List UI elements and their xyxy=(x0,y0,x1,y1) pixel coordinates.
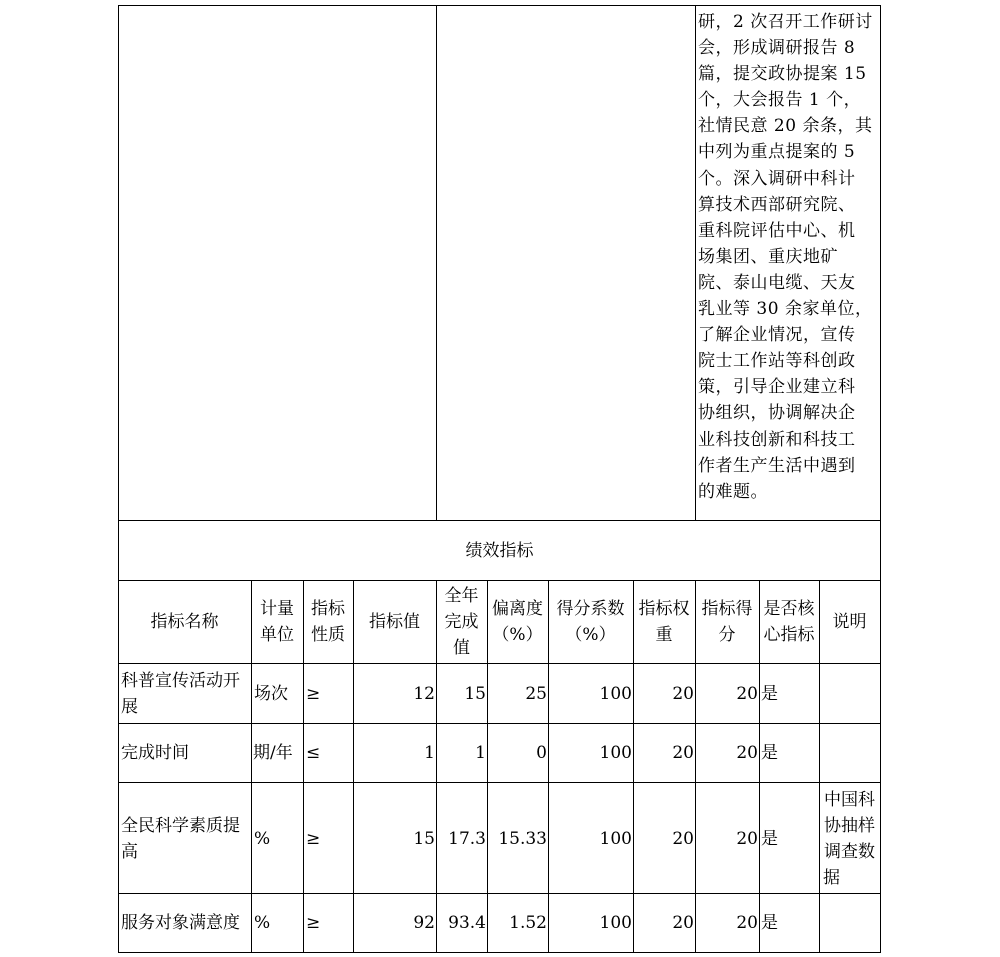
header-divider-bottom xyxy=(118,663,881,664)
row4-unit: % xyxy=(254,913,271,933)
table-border-top xyxy=(118,5,881,6)
row2-score: 20 xyxy=(736,743,758,763)
performance-table xyxy=(118,5,881,953)
row2-nature: ≤ xyxy=(306,743,321,763)
paragraph-line: 策，引导企业建立科 xyxy=(698,377,856,398)
table-border-bottom xyxy=(118,952,881,953)
table-border-right xyxy=(880,5,881,953)
paragraph-line: 社情民意 20 余条，其 xyxy=(698,116,873,137)
header-deviation-line: （%） xyxy=(492,625,543,645)
row4-core: 是 xyxy=(761,913,778,933)
paragraph-line: 算技术西部研究院、 xyxy=(698,194,856,215)
header-unit-line: 计量 xyxy=(260,599,294,619)
row3-actual: 17.3 xyxy=(448,829,486,849)
row1-core: 是 xyxy=(761,684,778,704)
section-title: 绩效指标 xyxy=(465,541,534,561)
header-actual-line: 值 xyxy=(453,638,470,658)
row-divider-3 xyxy=(118,893,881,894)
row1-value: 12 xyxy=(413,684,435,704)
header-core-line: 心指标 xyxy=(763,625,815,645)
row2-value: 1 xyxy=(424,743,435,763)
row3-coef: 100 xyxy=(599,829,632,849)
row3-value: 15 xyxy=(413,829,435,849)
header-coef-line: （%） xyxy=(565,625,616,645)
paragraph-line: 个，大会报告 1 个， xyxy=(698,90,862,111)
paragraph-line: 院、泰山电缆、天友 xyxy=(698,272,856,293)
paragraph-line: 篇，提交政协提案 15 xyxy=(698,64,867,85)
row4-nature: ≥ xyxy=(306,913,321,933)
row3-weight: 20 xyxy=(672,829,694,849)
header-nature-line: 指标 xyxy=(311,599,345,619)
paragraph-line: 场集团、重庆地矿 xyxy=(698,246,838,267)
col-divider xyxy=(819,580,820,953)
paragraph-line: 的难题。 xyxy=(698,481,768,502)
row1-weight: 20 xyxy=(672,684,694,704)
row2-core: 是 xyxy=(761,743,778,763)
section-divider xyxy=(118,520,881,521)
row4-deviation: 1.52 xyxy=(509,913,547,933)
header-name: 指标名称 xyxy=(150,612,219,632)
header-actual-line: 全年 xyxy=(444,586,479,606)
row2-coef: 100 xyxy=(599,743,632,763)
paragraph-line: 会，形成调研报告 8 xyxy=(698,38,856,59)
paragraph-line: 协组织，协调解决企 xyxy=(698,403,856,424)
row3-note-line: 调查数 xyxy=(824,842,875,862)
row4-name: 服务对象满意度 xyxy=(121,913,240,933)
row2-unit: 期/年 xyxy=(253,743,293,763)
header-score-line: 指标得 xyxy=(701,599,753,619)
paragraph-line: 了解企业情况，宣传 xyxy=(698,325,856,346)
row3-note-line: 协抽样 xyxy=(824,816,875,836)
row3-note-line: 中国科 xyxy=(824,790,875,810)
row3-nature: ≥ xyxy=(306,829,321,849)
header-divider-top xyxy=(118,580,881,581)
header-score-line: 分 xyxy=(718,625,736,645)
row4-score: 20 xyxy=(736,913,758,933)
row1-unit: 场次 xyxy=(254,684,288,704)
row2-actual: 1 xyxy=(475,743,486,763)
paragraph-line: 中列为重点提案的 5 xyxy=(698,142,856,163)
paragraph-line: 研，2 次召开工作研讨 xyxy=(698,12,873,32)
header-nature-line: 性质 xyxy=(311,625,345,645)
header-weight-line: 重 xyxy=(655,625,673,645)
row1-actual: 15 xyxy=(464,684,486,704)
row1-name-line: 展 xyxy=(121,697,138,717)
header-value: 指标值 xyxy=(369,612,420,632)
header-actual-line: 完成 xyxy=(444,612,479,632)
paragraph-line: 乳业等 30 余家单位， xyxy=(698,299,873,320)
row2-name: 完成时间 xyxy=(121,743,189,763)
narrative-paragraph xyxy=(698,9,878,505)
row3-score: 20 xyxy=(736,829,758,849)
row3-unit: % xyxy=(254,829,271,849)
header-deviation-line: 偏离度 xyxy=(492,599,543,619)
top-divider-2 xyxy=(695,5,696,520)
table-border-left xyxy=(118,5,119,953)
paragraph-line: 业科技创新和科技工 xyxy=(698,429,856,450)
header-weight-line: 指标权 xyxy=(638,599,690,619)
row-divider-1 xyxy=(118,723,881,724)
row3-deviation: 15.33 xyxy=(498,829,547,849)
row4-value: 92 xyxy=(413,913,435,933)
row2-weight: 20 xyxy=(672,743,694,763)
row1-deviation: 25 xyxy=(525,684,547,704)
row3-core: 是 xyxy=(761,829,778,849)
row3-name-line: 全民科学素质提 xyxy=(121,816,240,836)
paragraph-line: 作者生产生活中遇到 xyxy=(698,455,856,476)
top-divider-1 xyxy=(436,5,437,520)
col-divider xyxy=(353,580,354,953)
row1-score: 20 xyxy=(736,684,758,704)
row-divider-2 xyxy=(118,782,881,783)
paragraph-line: 个。深入调研中科计 xyxy=(698,168,856,189)
row4-weight: 20 xyxy=(672,913,694,933)
header-unit-line: 单位 xyxy=(260,625,294,645)
paragraph-line: 院士工作站等科创政 xyxy=(698,351,856,372)
header-note: 说明 xyxy=(832,612,867,632)
header-core-line: 是否核 xyxy=(763,599,815,619)
row1-nature: ≥ xyxy=(306,684,321,704)
row1-coef: 100 xyxy=(599,684,632,704)
row4-coef: 100 xyxy=(599,913,632,933)
row3-name-line: 高 xyxy=(121,842,138,862)
row2-deviation: 0 xyxy=(536,743,547,763)
header-coef-line: 得分系数 xyxy=(556,599,625,619)
row4-actual: 93.4 xyxy=(448,913,486,933)
row3-note-line: 据 xyxy=(823,868,840,888)
paragraph-line: 重科院评估中心、机 xyxy=(698,220,856,241)
row1-name-line: 科普宣传活动开 xyxy=(121,671,240,691)
